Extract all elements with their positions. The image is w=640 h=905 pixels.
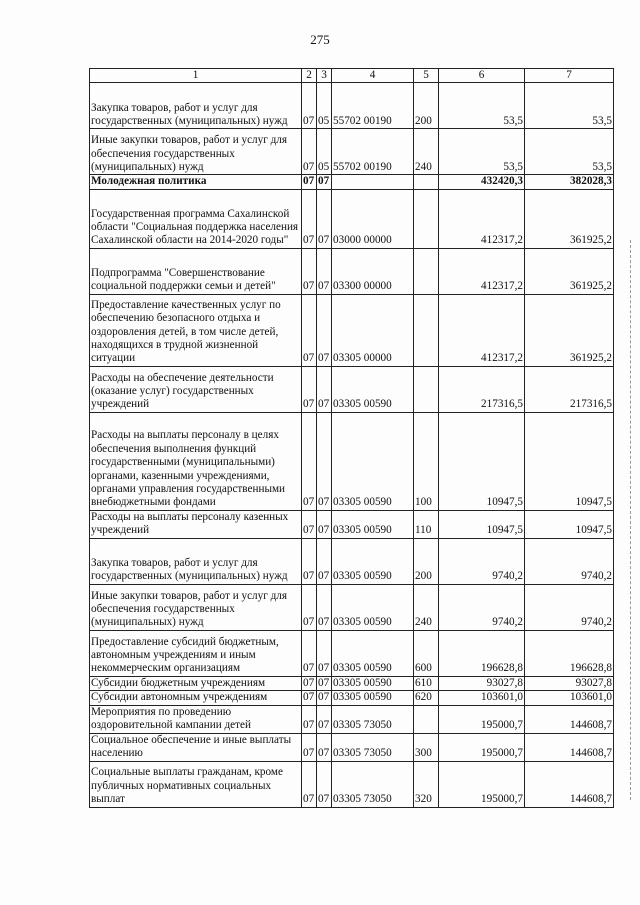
expense-type-code: 110: [414, 510, 439, 538]
amount-year-1: 53,5: [439, 129, 525, 175]
section-code: 07: [302, 676, 317, 690]
table-row: [90, 733, 614, 761]
item-name: Иные закупки товаров, работ и услуг для обеспечения государственных (муниципальных) нужд: [90, 129, 302, 175]
amount-year-2: 9740,2: [525, 538, 614, 584]
section-code: 07: [302, 366, 317, 412]
section-code: 07: [302, 584, 317, 630]
amount-year-2: 361925,2: [525, 248, 614, 294]
amount-year-1: 432420,3: [439, 175, 525, 189]
table-row: [90, 630, 614, 676]
table-row: [90, 175, 614, 189]
amount-year-1: 93027,8: [439, 676, 525, 690]
subsection-code: 07: [317, 705, 332, 733]
section-code: 07: [302, 129, 317, 175]
section-code: 07: [302, 189, 317, 248]
column-header: 7: [525, 69, 614, 83]
section-code: 07: [302, 83, 317, 129]
column-header: 4: [332, 69, 414, 83]
amount-year-2: 53,5: [525, 129, 614, 175]
target-article-code: 03305 73050: [332, 705, 414, 733]
amount-year-1: 9740,2: [439, 538, 525, 584]
subsection-code: 07: [317, 175, 332, 189]
section-code: 07: [302, 761, 317, 807]
item-name: Предоставление субсидий бюджетным, автономным учреждениям и иным некоммерческим организациям: [90, 630, 302, 676]
amount-year-2: 361925,2: [525, 189, 614, 248]
item-name: Субсидии автономным учреждениям: [90, 691, 302, 705]
item-name: Иные закупки товаров, работ и услуг для обеспечения государственных (муниципальных) нужд: [90, 584, 302, 630]
section-code: 07: [302, 175, 317, 189]
table-row: [90, 83, 614, 129]
section-code: 07: [302, 510, 317, 538]
item-name: Социальное обеспечение и иные выплаты населению: [90, 733, 302, 761]
amount-year-1: 9740,2: [439, 584, 525, 630]
item-name: Государственная программа Сахалинской области "Социальная поддержка населения Сахалинской области на 2014-2020 годы": [90, 189, 302, 248]
expense-type-code: [414, 294, 439, 366]
subsection-code: 07: [317, 733, 332, 761]
page-number: 275: [310, 32, 330, 47]
table-row: [90, 189, 614, 248]
section-code: 07: [302, 733, 317, 761]
amount-year-2: 144608,7: [525, 761, 614, 807]
amount-year-1: 196628,8: [439, 630, 525, 676]
table-row: [90, 705, 614, 733]
subsection-code: 05: [317, 83, 332, 129]
column-header: 2: [302, 69, 317, 83]
amount-year-2: 53,5: [525, 83, 614, 129]
expense-type-code: [414, 705, 439, 733]
target-article-code: 55702 00190: [332, 83, 414, 129]
target-article-code: 03305 00590: [332, 510, 414, 538]
amount-year-1: 103601,0: [439, 691, 525, 705]
item-name: Расходы на выплаты персоналу казенных учреждений: [90, 510, 302, 538]
amount-year-1: 412317,2: [439, 189, 525, 248]
amount-year-2: 10947,5: [525, 412, 614, 510]
expense-type-code: [414, 175, 439, 189]
subsection-code: 07: [317, 189, 332, 248]
table-row: [90, 584, 614, 630]
scan-edge-mark: [630, 240, 633, 800]
expense-type-code: 300: [414, 733, 439, 761]
subsection-code: 07: [317, 294, 332, 366]
amount-year-1: 412317,2: [439, 248, 525, 294]
subsection-code: 07: [317, 691, 332, 705]
target-article-code: 03305 00590: [332, 676, 414, 690]
amount-year-2: 144608,7: [525, 705, 614, 733]
table-row: [90, 761, 614, 807]
table-row: [90, 510, 614, 538]
target-article-code: 03305 00590: [332, 366, 414, 412]
expense-type-code: 240: [414, 584, 439, 630]
item-name: Молодежная политика: [90, 175, 302, 189]
section-code: 07: [302, 248, 317, 294]
amount-year-1: 412317,2: [439, 294, 525, 366]
amount-year-1: 10947,5: [439, 510, 525, 538]
expense-type-code: 200: [414, 538, 439, 584]
table-header-row: [90, 69, 614, 83]
item-name: Закупка товаров, работ и услуг для государственных (муниципальных) нужд: [90, 538, 302, 584]
expense-type-code: 240: [414, 129, 439, 175]
table-row: [90, 129, 614, 175]
expense-type-code: 600: [414, 630, 439, 676]
subsection-code: 07: [317, 761, 332, 807]
amount-year-1: 10947,5: [439, 412, 525, 510]
expense-type-code: [414, 189, 439, 248]
amount-year-2: 382028,3: [525, 175, 614, 189]
amount-year-2: 93027,8: [525, 676, 614, 690]
expense-type-code: 620: [414, 691, 439, 705]
expense-type-code: [414, 248, 439, 294]
target-article-code: 03305 00590: [332, 412, 414, 510]
amount-year-2: 9740,2: [525, 584, 614, 630]
target-article-code: 03000 00000: [332, 189, 414, 248]
table-row: [90, 691, 614, 705]
amount-year-2: 217316,5: [525, 366, 614, 412]
target-article-code: 03305 00590: [332, 584, 414, 630]
amount-year-2: 144608,7: [525, 733, 614, 761]
subsection-code: 07: [317, 676, 332, 690]
target-article-code: 03300 00000: [332, 248, 414, 294]
amount-year-1: 217316,5: [439, 366, 525, 412]
item-name: Предоставление качественных услуг по обеспечению безопасного отдыха и оздоровления детей, в том числе детей, находящихся в трудной жизненной ситуации: [90, 294, 302, 366]
subsection-code: 07: [317, 248, 332, 294]
target-article-code: 03305 00000: [332, 294, 414, 366]
subsection-code: 05: [317, 129, 332, 175]
target-article-code: 03305 00590: [332, 538, 414, 584]
item-name: Подпрограмма "Совершенствование социальной поддержки семьи и детей": [90, 248, 302, 294]
target-article-code: 03305 73050: [332, 733, 414, 761]
table-row: [90, 294, 614, 366]
target-article-code: 03305 00590: [332, 630, 414, 676]
item-name: Мероприятия по проведению оздоровительной кампании детей: [90, 705, 302, 733]
section-code: 07: [302, 294, 317, 366]
column-header: 6: [439, 69, 525, 83]
table-row: [90, 366, 614, 412]
expense-type-code: [414, 366, 439, 412]
section-code: 07: [302, 691, 317, 705]
item-name: Субсидии бюджетным учреждениям: [90, 676, 302, 690]
item-name: Социальные выплаты гражданам, кроме публичных нормативных социальных выплат: [90, 761, 302, 807]
subsection-code: 07: [317, 584, 332, 630]
amount-year-1: 195000,7: [439, 761, 525, 807]
item-name: Расходы на выплаты персоналу в целях обеспечения выполнения функций государственными (муниципальными) органами, казенными учреждениями, органами управления государственными внебюджетными фондами: [90, 412, 302, 510]
amount-year-1: 195000,7: [439, 705, 525, 733]
subsection-code: 07: [317, 366, 332, 412]
amount-year-2: 103601,0: [525, 691, 614, 705]
target-article-code: 03305 00590: [332, 691, 414, 705]
subsection-code: 07: [317, 412, 332, 510]
table-row: [90, 412, 614, 510]
item-name: Закупка товаров, работ и услуг для государственных (муниципальных) нужд: [90, 83, 302, 129]
table-row: [90, 676, 614, 690]
subsection-code: 07: [317, 510, 332, 538]
expense-type-code: 100: [414, 412, 439, 510]
amount-year-2: 10947,5: [525, 510, 614, 538]
expense-type-code: 200: [414, 83, 439, 129]
target-article-code: 55702 00190: [332, 129, 414, 175]
budget-table: [89, 68, 614, 808]
target-article-code: 03305 73050: [332, 761, 414, 807]
column-header: 5: [414, 69, 439, 83]
section-code: 07: [302, 412, 317, 510]
subsection-code: 07: [317, 538, 332, 584]
amount-year-1: 53,5: [439, 83, 525, 129]
expense-type-code: 610: [414, 676, 439, 690]
amount-year-2: 361925,2: [525, 294, 614, 366]
expense-type-code: 320: [414, 761, 439, 807]
section-code: 07: [302, 630, 317, 676]
subsection-code: 07: [317, 630, 332, 676]
table-row: [90, 538, 614, 584]
target-article-code: [332, 175, 414, 189]
amount-year-2: 196628,8: [525, 630, 614, 676]
table-row: [90, 248, 614, 294]
amount-year-1: 195000,7: [439, 733, 525, 761]
item-name: Расходы на обеспечение деятельности (оказание услуг) государственных учреждений: [90, 366, 302, 412]
section-code: 07: [302, 705, 317, 733]
section-code: 07: [302, 538, 317, 584]
column-header: 1: [90, 69, 302, 83]
column-header: 3: [317, 69, 332, 83]
